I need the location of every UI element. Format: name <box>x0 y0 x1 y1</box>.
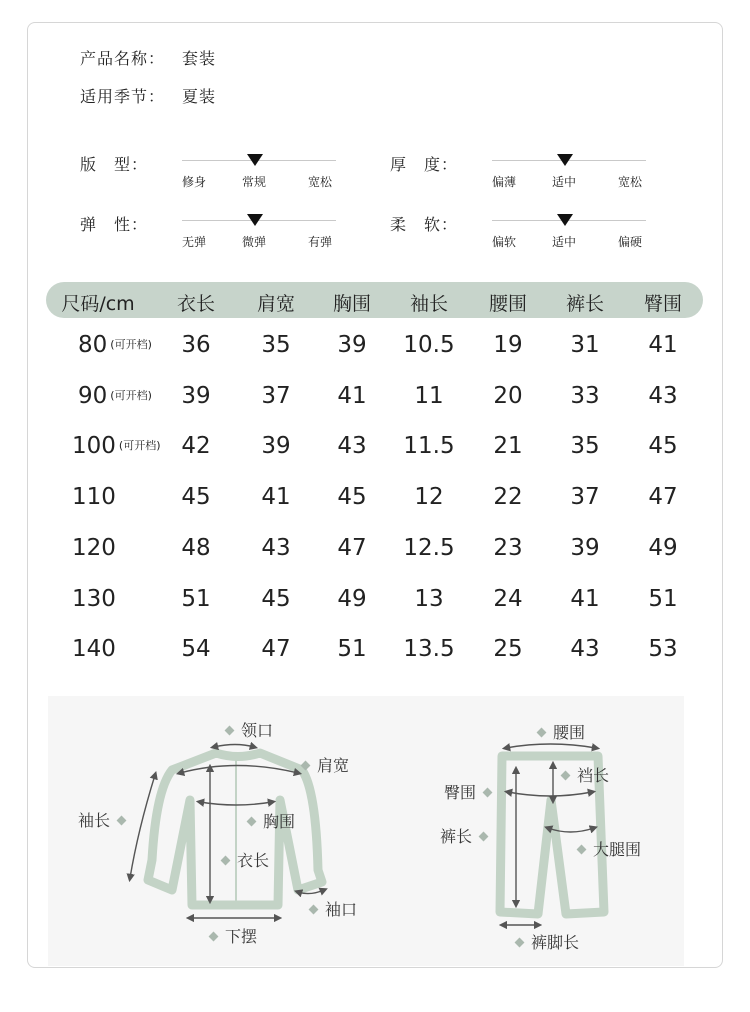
table-cell: 19 <box>493 332 523 358</box>
table-header-6: 裤长 <box>565 293 605 315</box>
table-cell: 45 <box>181 484 211 511</box>
table-cell: 33 <box>570 382 600 409</box>
scale-tick-1-1: 适中 <box>552 175 577 189</box>
table-cell: 49 <box>337 585 367 612</box>
product-name-value: 套装 <box>182 49 217 68</box>
label-collar: 领口 <box>218 718 273 741</box>
scale-tick-2-2: 有弹 <box>308 235 333 249</box>
table-cell: 45 <box>261 585 291 612</box>
table-row-size: 140 <box>72 636 116 663</box>
table-cell: 39 <box>261 433 291 460</box>
scale-label-1: 厚 度： <box>390 155 459 174</box>
table-cell: 47 <box>648 484 678 511</box>
table-cell: 13 <box>414 585 444 612</box>
table-cell: 24 <box>493 585 523 612</box>
table-header-3: 胸围 <box>332 293 372 315</box>
table-cell: 10.5 <box>403 332 455 358</box>
table-cell: 35 <box>570 433 600 460</box>
table-cell: 53 <box>648 636 678 663</box>
table-cell: 31 <box>570 332 600 358</box>
scale-tick-1-0: 偏薄 <box>492 175 517 189</box>
scale-tick-3-2: 偏硬 <box>618 235 643 249</box>
scale-tick-0-0: 修身 <box>182 175 207 189</box>
scale-tick-3-0: 偏软 <box>492 235 517 249</box>
table-cell: 41 <box>570 585 600 612</box>
table-header-1: 衣长 <box>176 293 216 315</box>
label-sleeve: 袖长 <box>78 808 133 831</box>
scale-tick-0-1: 常规 <box>242 175 267 189</box>
table-header-5: 腰围 <box>488 293 528 315</box>
table-header-2: 肩宽 <box>256 293 296 315</box>
table-cell: 13.5 <box>403 636 455 663</box>
table-cell: 41 <box>337 382 367 409</box>
table-cell: 12.5 <box>403 534 455 561</box>
table-cell: 45 <box>648 433 678 460</box>
table-cell: 45 <box>337 484 367 511</box>
scale-tick-0-2: 宽松 <box>308 175 333 189</box>
table-cell: 43 <box>570 636 600 663</box>
scale-tick-2-0: 无弹 <box>182 235 207 249</box>
table-cell: 21 <box>493 433 523 460</box>
label-thigh: 大腿围 <box>570 837 641 860</box>
scale-tick-2-1: 微弹 <box>242 235 267 249</box>
season-value: 夏装 <box>182 87 217 106</box>
scale-label-0: 版 型： <box>80 155 149 174</box>
table-cell: 41 <box>261 484 291 511</box>
table-cell: 12 <box>414 484 444 511</box>
table-row-size: 100 (可开档) <box>72 433 161 460</box>
table-cell: 42 <box>181 433 211 460</box>
table-cell: 51 <box>648 585 678 612</box>
table-cell: 49 <box>648 534 678 561</box>
scale-tick-3-1: 适中 <box>552 235 577 249</box>
scale-label-2: 弹 性： <box>80 215 149 234</box>
table-cell: 41 <box>648 332 678 358</box>
table-cell: 43 <box>261 534 291 561</box>
table-cell: 37 <box>261 382 291 409</box>
table-cell: 20 <box>493 382 523 409</box>
table-row-size: 130 <box>72 585 116 612</box>
table-cell: 39 <box>570 534 600 561</box>
table-cell: 23 <box>493 534 523 561</box>
product-name-key: 产品名称： <box>80 49 166 68</box>
label-pant-length: 裤长 <box>440 824 495 847</box>
season-key: 适用季节： <box>80 87 166 106</box>
table-cell: 43 <box>648 382 678 409</box>
table-cell: 48 <box>181 534 211 561</box>
label-length: 衣长 <box>214 848 269 871</box>
scale-label-3: 柔 软： <box>390 215 459 234</box>
table-row-size: 80 (可开档) <box>78 332 152 358</box>
label-hip: 臀围 <box>444 780 499 803</box>
table-cell: 36 <box>181 332 211 358</box>
table-cell: 54 <box>181 636 211 663</box>
label-rise: 裆长 <box>554 763 609 786</box>
table-header-7: 臀围 <box>643 293 683 315</box>
table-cell: 25 <box>493 636 523 663</box>
table-cell: 37 <box>570 484 600 511</box>
table-cell: 39 <box>181 382 211 409</box>
table-header-4: 袖长 <box>409 293 449 315</box>
table-header-0: 尺码/cm <box>61 293 135 315</box>
table-row-size: 120 <box>72 534 116 561</box>
table-cell: 47 <box>337 534 367 561</box>
label-chest: 胸围 <box>240 809 295 832</box>
label-leg-opening: 裤脚长 <box>508 930 579 953</box>
table-row-size: 110 <box>72 484 116 511</box>
table-cell: 51 <box>337 636 367 663</box>
table-cell: 47 <box>261 636 291 663</box>
label-shoulder: 肩宽 <box>294 753 349 776</box>
table-cell: 43 <box>337 433 367 460</box>
label-waist: 腰围 <box>530 720 585 743</box>
table-cell: 22 <box>493 484 523 511</box>
table-cell: 11 <box>414 382 444 409</box>
label-hem: 下摆 <box>202 924 257 947</box>
table-cell: 39 <box>337 332 367 358</box>
table-row-size: 90 (可开档) <box>78 382 152 409</box>
table-cell: 11.5 <box>403 433 455 460</box>
table-cell: 51 <box>181 585 211 612</box>
scale-tick-1-2: 宽松 <box>618 175 643 189</box>
label-cuff: 袖口 <box>302 897 357 920</box>
table-cell: 35 <box>261 332 291 358</box>
